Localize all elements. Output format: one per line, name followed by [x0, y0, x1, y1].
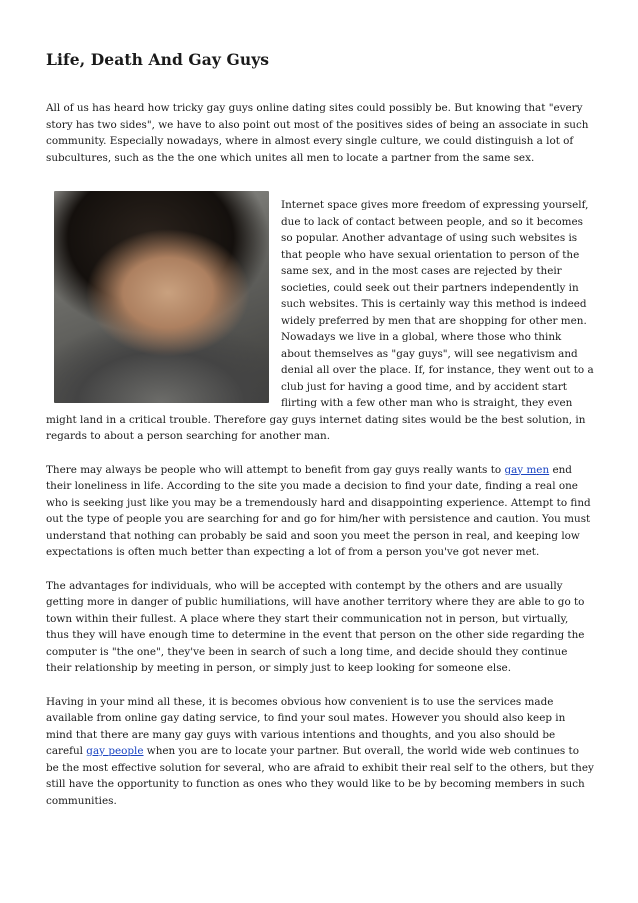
paragraph-internet-space: [46, 189, 594, 445]
portrait-photo: [54, 191, 269, 403]
gay-men-link[interactable]: gay men: [504, 463, 550, 476]
paragraph-internet-space-text: Internet space gives more freedom of expressing yourself, due to lack of contact between people, and so it becomes so popular. Another advantage of using such websites is that people who have sexual orientation to person of the same sex, and in the most cases are rejected by their societies, could seek out their partners independently in such websites. This is certainly way this method is indeed widely preferred by men that are shopping for other men. Nowadays we live in a global, where those who think about themselves as "gay guys", will see negativism and denial all over the place. If, for instance, they went out to a club just for having a good time, and by accident start flirting with a few other man who is straight, they even might land in a critical trouble. Therefore gay guys internet dating sites would be the best solution, in regards to about a person searching for another man.: [46, 199, 594, 442]
paragraph-intro: All of us has heard how tricky gay guys online dating sites could possibly be. But knowing that "every story has two sides", we have to also point out most of the positives sides of being an associate in such community. Especially nowadays, where in almost every single culture, we could distinguish a lot of subcultures, such as the the one which unites all men to locate a partner from the same sex.: [46, 102, 589, 164]
paragraph-conclusion-text-a: Having in your mind all these, it is becomes obvious how convenient is to use the services made available from online gay dating service, to find your soul mates. However you should also keep in mind that there are many gay guys with various intentions and thoughts, and you also should be careful: [46, 695, 566, 757]
paragraph-advantages: The advantages for individuals, who will be accepted with contempt by the others and are usually getting more in danger of public humiliations, will have another territory where they are able to go to town within their fullest. A place where they start their communication not in person, but virtually, thus they will have enough time to determine in the event that person on the other side regarding the computer is "the one", they've been in search of such a long time, and decide should they continue their relationship by meeting in person, or simply just to keep looking for someone else.: [46, 579, 585, 674]
article-body: [46, 100, 594, 826]
paragraph-benefit: [46, 462, 594, 561]
page-title: Life, Death And Gay Guys: [46, 50, 270, 69]
paragraph-benefit-text-b: end their loneliness in life. According to the site you made a decision to find your date, finding a real one who is seeking just like you may be a tremendously hard and disappointing experience. Attempt to find out the type of people you are searching for and go for him/her with persistence and caution. You must understand that nothing can probably be said and soon you meet the person in real, and keeping low expectations is often much better than expecting a lot of from a person you've got never met.: [46, 463, 591, 558]
paragraph-conclusion: [46, 694, 594, 810]
gay-people-link[interactable]: gay people: [86, 745, 144, 757]
paragraph-benefit-text-a: There may always be people who will attempt to benefit from gay guys really wants to: [46, 463, 505, 476]
paragraph-conclusion-text-b: when you are to locate your partner. But overall, the world wide web continues to be the most effective solution for several, who are afraid to exhibit their real self to the others, but they still have the opportunity to function as ones who they would like to be by becoming members in such communities.: [46, 745, 594, 807]
